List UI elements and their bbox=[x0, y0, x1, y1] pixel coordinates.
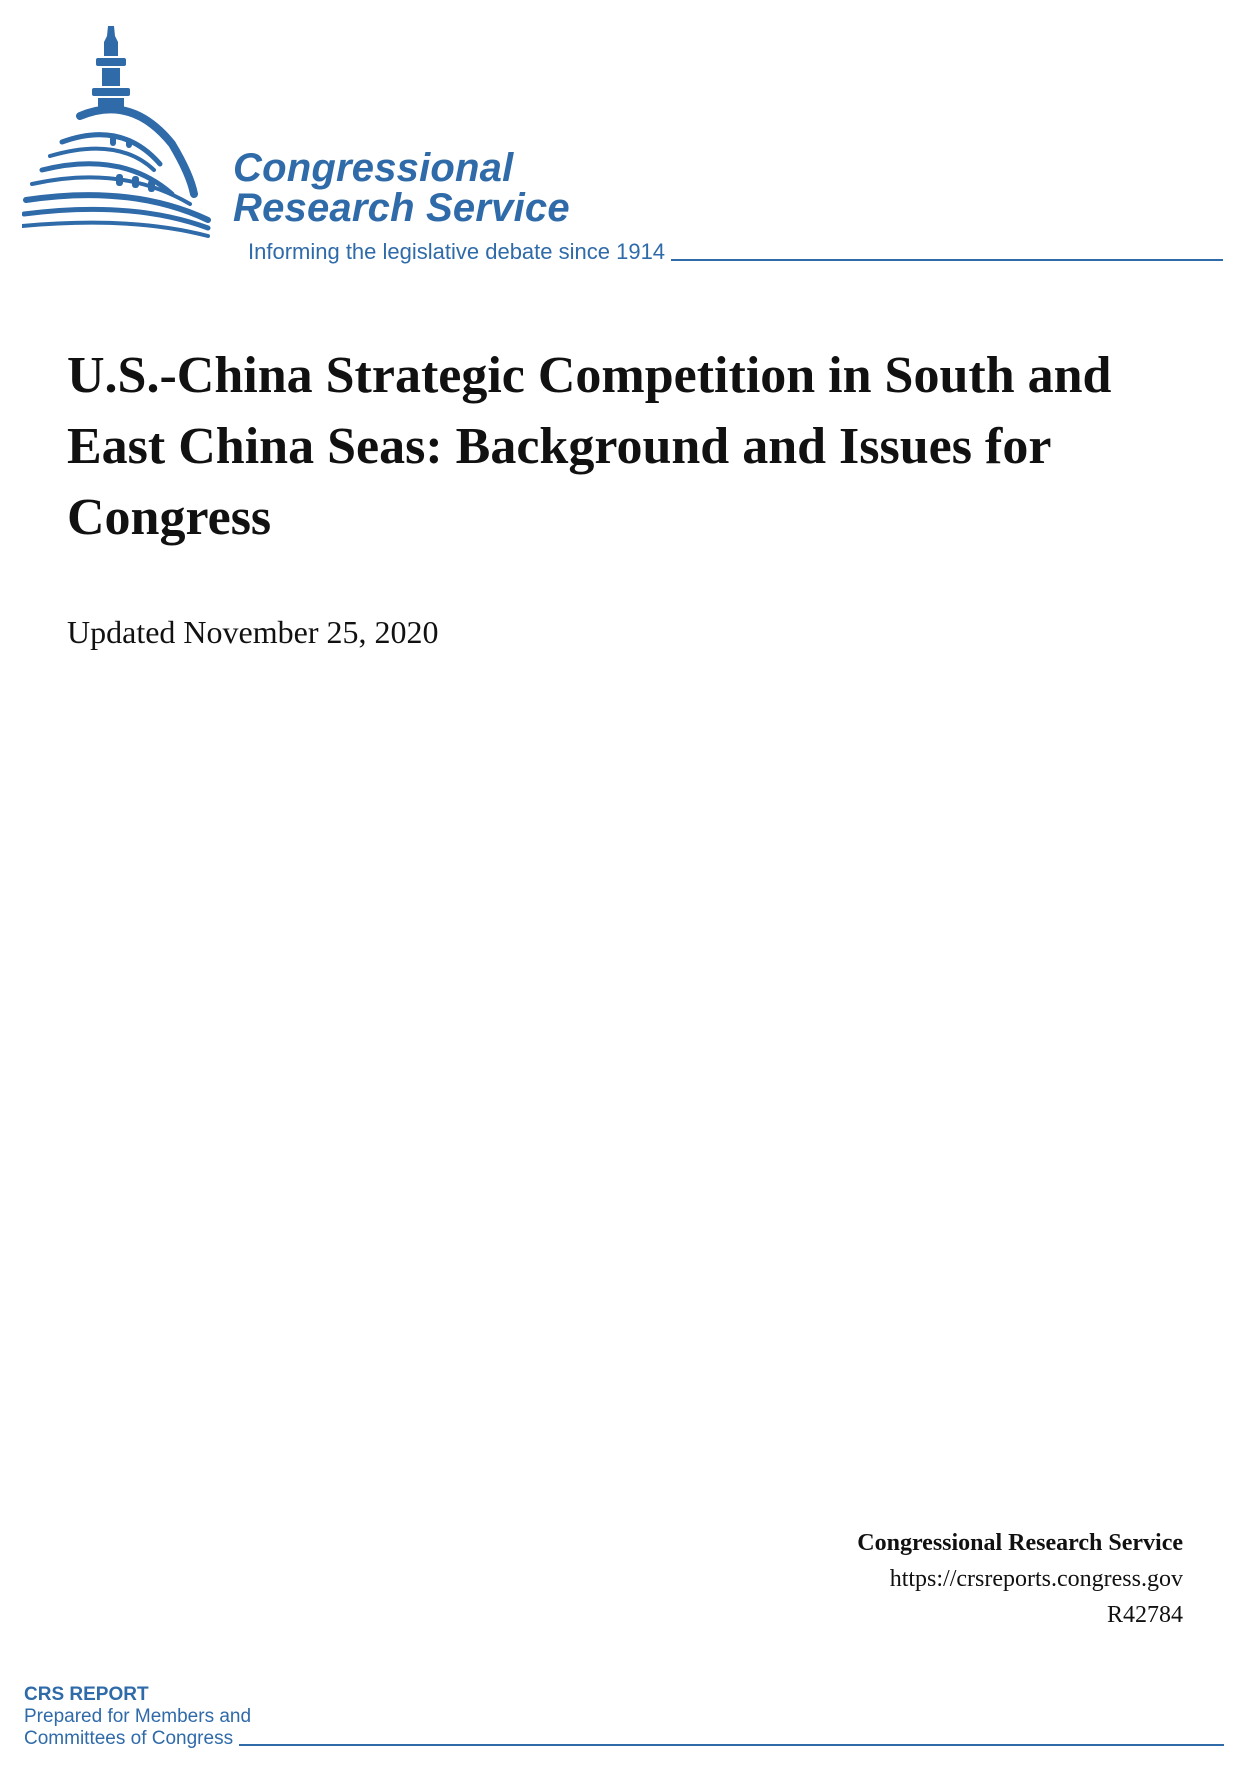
header-rule bbox=[671, 259, 1223, 261]
report-id: R42784 bbox=[1106, 1602, 1183, 1628]
footer-rule bbox=[239, 1744, 1224, 1746]
brand-name bbox=[233, 148, 570, 228]
footer-info bbox=[857, 1525, 1183, 1633]
crs-report-label: CRS REPORT bbox=[24, 1684, 149, 1705]
capitol-dome-icon bbox=[22, 24, 262, 264]
prepared-line-2: Committees of Congress bbox=[24, 1728, 234, 1749]
brand-line-2: Research Service bbox=[233, 186, 570, 230]
brand-line-1: Congressional bbox=[233, 146, 514, 190]
tagline-row bbox=[248, 234, 1223, 264]
footer-org: Congressional Research Service bbox=[857, 1530, 1183, 1556]
footer-url-link[interactable]: https://crsreports.congress.gov bbox=[889, 1566, 1183, 1592]
crs-report-block bbox=[24, 1684, 1224, 1750]
document-title: U.S.-China Strategic Competition in South and East China Seas: Background and Issues for Congress bbox=[67, 347, 1112, 546]
updated-date: Updated November 25, 2020 bbox=[67, 614, 439, 650]
prepared-line-1: Prepared for Members and bbox=[24, 1706, 252, 1727]
tagline: Informing the legislative debate since 1914 bbox=[248, 239, 666, 264]
prepared-row bbox=[24, 1728, 1224, 1750]
